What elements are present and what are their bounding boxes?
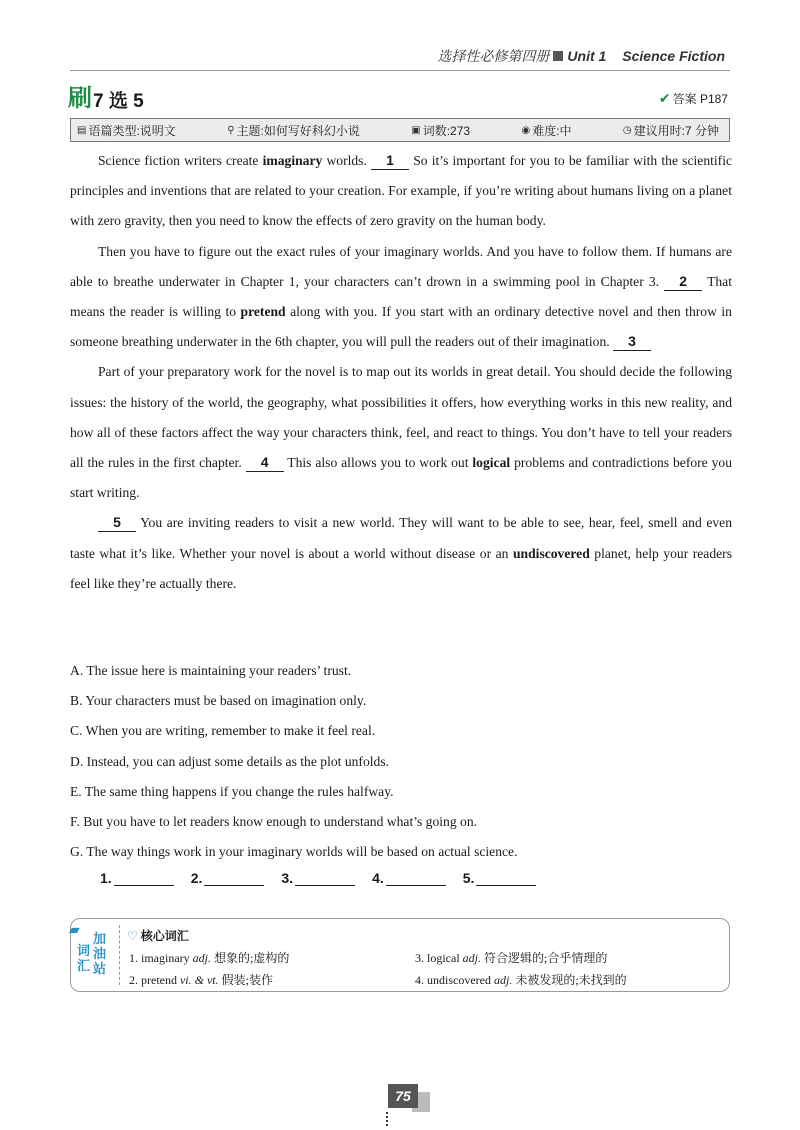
option-b: B. Your characters must be based on imagination only. bbox=[70, 693, 367, 709]
unit-label: Unit 1 bbox=[567, 48, 607, 64]
section-title bbox=[68, 78, 144, 113]
option-c: C. When you are writing, remember to make it feel real. bbox=[70, 723, 376, 739]
badge-col1: 词汇 bbox=[77, 943, 91, 973]
vocabulary-box bbox=[70, 918, 730, 992]
answer-input-3[interactable] bbox=[295, 871, 355, 886]
vocab-item-2: 2. pretend vi. & vt. 假装;装作 bbox=[129, 973, 273, 987]
answer-lines bbox=[100, 870, 553, 886]
answer-slot: 5. bbox=[463, 870, 537, 886]
option-g: G. The way things work in your imaginary worlds will be based on actual science. bbox=[70, 844, 518, 860]
heart-icon: ♡ bbox=[127, 929, 138, 943]
badge-col2: 加油站 bbox=[93, 931, 107, 976]
paragraph-3: Part of your preparatory work for the novel is to map out its worlds in great detail. You should decide the following issues: the history of the world, the geography, what possibilities it offers, how everything works in this new reality, and how all of these factors affect the way your characters think, feel, and react to things. You don’t have to tell your readers all the rules in the first chapter. 4 This also allows you to work out logical problems and contradictions before you start writing. bbox=[70, 364, 732, 501]
vocab-item-4: 4. undiscovered adj. 未被发现的;未找到的 bbox=[415, 973, 627, 987]
vocab-item-1: 1. imaginary adj. 想象的;虚构的 bbox=[129, 951, 290, 965]
keyword: pretend bbox=[240, 304, 286, 320]
header-divider bbox=[70, 70, 730, 71]
vocab-divider bbox=[119, 925, 120, 985]
title-brush-char: 刷 bbox=[68, 85, 91, 112]
option-e: E. The same thing happens if you change the rules halfway. bbox=[70, 783, 394, 799]
keyword: imaginary bbox=[262, 153, 323, 168]
genre-info: ▤ 语篇类型:说明文 bbox=[77, 123, 176, 138]
blank-5[interactable]: 5 bbox=[98, 514, 136, 532]
blank-4[interactable]: 4 bbox=[246, 454, 284, 472]
answer-slot: 2. bbox=[191, 870, 265, 886]
blank-2[interactable]: 2 bbox=[664, 273, 702, 291]
gauge-icon: ◉ bbox=[521, 124, 531, 136]
answer-slot: 1. bbox=[100, 870, 174, 886]
difficulty-info: ◉ 难度:中 bbox=[521, 123, 572, 138]
book-icon: ▣ bbox=[411, 124, 421, 136]
info-bar bbox=[70, 118, 730, 142]
blank-3[interactable]: 3 bbox=[613, 333, 651, 351]
option-f: F. But you have to let readers know enough to understand what’s going on. bbox=[70, 814, 478, 830]
clock-icon: ◷ bbox=[622, 124, 632, 136]
book-icon: ▰ bbox=[69, 921, 80, 937]
answer-slot: 3. bbox=[281, 870, 355, 886]
answer-page: 答案 P187 bbox=[672, 92, 728, 106]
square-icon bbox=[553, 51, 563, 61]
option-a: A. The issue here is maintaining your readers’ trust. bbox=[70, 663, 352, 678]
paragraph-2: Then you have to figure out the exact rules of your imaginary worlds. And you have to follow them. If humans are able to breathe underwater in Chapter 1, your characters can’t drown in a swimming pool in Chapter 3. 2 That means the reader is willing to pretend along with you. If you start with an ordinary detective novel and then throw in someone breathing underwater in the 6th chapter, you will pull the readers out of their imagination. 3 bbox=[70, 243, 732, 350]
theme-info: ⚲ 主题:如何写好科幻小说 bbox=[227, 123, 360, 138]
keyword: logical bbox=[472, 455, 511, 471]
time-info: ◷ 建议用时:7 分钟 bbox=[622, 123, 719, 138]
options-list bbox=[70, 656, 732, 867]
document-icon: ▤ bbox=[77, 124, 87, 136]
answer-reference bbox=[659, 90, 728, 107]
vocab-heading: ♡ 核心词汇 bbox=[127, 929, 189, 943]
answer-input-5[interactable] bbox=[476, 871, 536, 886]
vocab-item-3: 3. logical adj. 符合逻辑的;合乎情理的 bbox=[415, 951, 608, 965]
search-icon: ⚲ bbox=[227, 124, 235, 136]
reading-passage bbox=[70, 146, 732, 599]
checkmark-icon: ✔ bbox=[658, 90, 671, 106]
vocab-badge bbox=[69, 921, 115, 985]
answer-slot: 4. bbox=[372, 870, 446, 886]
page-number: 75 bbox=[388, 1084, 418, 1108]
word-count-info: ▣ 词数:273 bbox=[411, 123, 471, 138]
answer-input-1[interactable] bbox=[114, 871, 174, 886]
paragraph-1: Science fiction writers create imaginary worlds. 1 So it’s important for you to be familiar with the scientific principles and inventions that are related to your creation. For example, if you’re writing about humans living on a planet with zero gravity, then you need to know the effects of zero gravity on the human body. bbox=[70, 152, 733, 229]
dotted-line bbox=[386, 1112, 388, 1126]
answer-input-2[interactable] bbox=[204, 871, 264, 886]
running-header bbox=[437, 46, 725, 66]
book-name: 选择性必修第四册 bbox=[437, 48, 550, 64]
keyword: undiscovered bbox=[512, 545, 590, 561]
answer-input-4[interactable] bbox=[386, 871, 446, 886]
unit-topic: Science Fiction bbox=[622, 48, 725, 64]
paragraph-4: 5 You are inviting readers to visit a new world. They will want to be able to see, hear, feel, smell and even taste what it’s like. Whether your novel is about a world without disease or an undiscovered planet, help your readers feel like they’re actually there. bbox=[70, 514, 732, 591]
blank-1[interactable]: 1 bbox=[371, 152, 409, 170]
option-d: D. Instead, you can adjust some details as the plot unfolds. bbox=[70, 753, 390, 769]
title-text: 7 选 5 bbox=[93, 91, 144, 112]
